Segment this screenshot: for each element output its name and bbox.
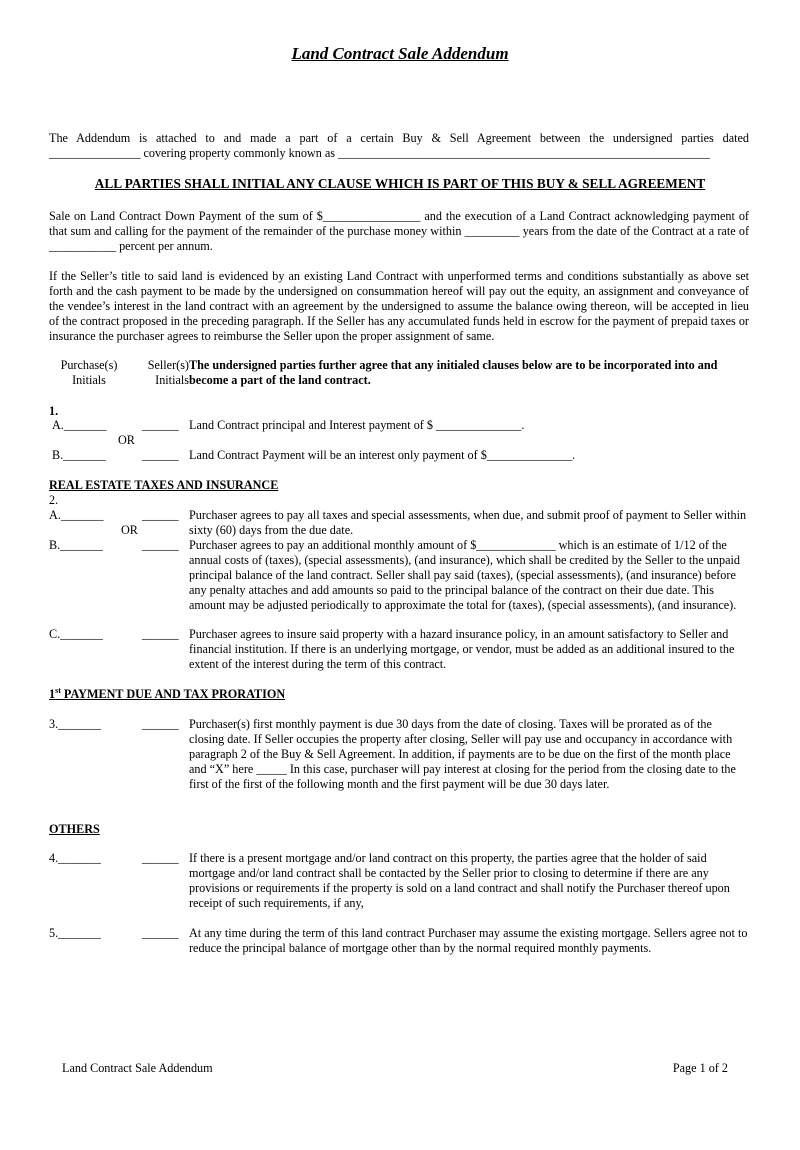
clause-text: At any time during the term of this land contract Purchaser may assume the existing mortgage. Sellers agree not to reduce the principal balance of mortgage other than by the normal required monthly payments. — [189, 926, 748, 955]
others-heading: OTHERS — [49, 822, 100, 836]
purchaser-initials-label — [49, 358, 129, 388]
section-1-number: 1. — [49, 404, 59, 418]
or-label: OR — [121, 523, 138, 537]
purchaser-initial-field[interactable]: 4._______ — [49, 851, 101, 865]
seller-initials-label — [137, 358, 189, 388]
seller-initials-label-line2: Initials — [155, 373, 189, 387]
purchaser-initial-field[interactable]: B._______ — [52, 448, 106, 462]
purchaser-initial-field[interactable]: B._______ — [49, 538, 103, 552]
clause-text: Purchaser(s) first monthly payment is due 30 days from the date of closing. Taxes will be prorated as of the closing date. If Seller occupies the property after closing, Seller will pay use and occupancy in accordance with paragraph 2 of the Buy & Sell Agreement. In addition, if payments are to be due on the first of the month place and “X” here _____ In this case, purchaser will pay interest at closing for the period from the closing date to the first of the first of the following month and the first payment will be due 30 days later. — [189, 717, 736, 791]
seller-initials-label-line1: Seller(s) — [147, 358, 189, 372]
heading-text: PAYMENT DUE AND TAX PRORATION — [60, 687, 286, 701]
intro-line-2: _______________ covering property commonly known as _____________________________________________________________ — [49, 146, 710, 160]
clause-text: Purchaser agrees to insure said property with a hazard insurance policy, in an amount satisfactory to Seller and financial institution. If there is an underlying mortgage, or vendor, must be added as an additional insured to the extent of the interest during the term of this contract. — [189, 627, 735, 671]
seller-initial-field[interactable]: ______ — [142, 508, 179, 522]
all-parties-heading: ALL PARTIES SHALL INITIAL ANY CLAUSE WHICH IS PART OF THIS BUY & SELL AGREEMENT — [94, 176, 706, 191]
heading-number: 1 — [49, 687, 56, 701]
section-2-number: 2. — [49, 493, 59, 507]
clause-text: Purchaser agrees to pay an additional monthly amount of $_____________ which is an estimate of 1/12 of the annual costs of (taxes), (special assessments), (and insurance), which shall be credited by the Seller to the unpaid principal balance of the land contract. Seller shall pay said (taxes), (special assessments), (and insurance) before any penalty attaches and add amounts so paid to the principal balance of the contract on their due date. This amount may be adjusted periodically to approximate the total for (taxes), (special assessments), (and insurance). — [189, 538, 740, 612]
seller-initial-field[interactable]: ______ — [142, 448, 179, 462]
page-number: Page 1 of 2 — [672, 1061, 728, 1075]
section-2-heading: REAL ESTATE TAXES AND INSURANCE — [49, 478, 279, 492]
seller-title-paragraph: If the Seller’s title to said land is evidenced by an existing Land Contract with unperformed terms and conditions substantially as above set forth and the cash payment to be made by the undersigned on consummation hereof will pay out the equity, an assignment and conveyance of the vendee’s interest in the land contract with an agreement by the undersigned to assume the balance owing thereon, will be accepted in lieu of the contract proposed in the preceding paragraph. If the Seller has any accumulated funds held in escrow for the payment of prepaid taxes or insurance the purchaser agrees to reimburse the Seller upon the proper assignment of same. — [49, 269, 749, 343]
seller-initial-field[interactable]: ______ — [142, 627, 179, 641]
seller-initial-field[interactable]: ______ — [142, 717, 179, 731]
sale-paragraph: Sale on Land Contract Down Payment of the sum of $________________ and the execution of a Land Contract acknowledging payment of that sum and calling for the payment of the remainder of the purchase money within _________ years from the date of the Contract at a rate of ___________ percent per annum. — [49, 209, 749, 253]
seller-initial-field[interactable]: ______ — [142, 418, 179, 432]
clause-text: If there is a present mortgage and/or land contract on this property, the parties agree that the holder of said mortgage and/or land contract shall be contacted by the Seller prior to closing to determine if there are any provisions or requirements if the property is sold on a land contract and shall notify the Purchaser thereof upon receipt of such requirements, if any, — [189, 851, 730, 910]
seller-initial-field[interactable]: ______ — [142, 538, 179, 552]
purchaser-initial-field[interactable]: 3._______ — [49, 717, 101, 731]
clause-text: Land Contract principal and Interest payment of $ ______________. — [189, 418, 525, 432]
clause-text: Purchaser agrees to pay all taxes and special assessments, when due, and submit proof of payment to Seller within sixty (60) days from the due date. — [189, 508, 747, 537]
clause-text: Land Contract Payment will be an interest only payment of $______________. — [189, 448, 576, 462]
seller-initial-field[interactable]: ______ — [142, 926, 179, 940]
purchaser-initials-label-line2: Initials — [72, 373, 106, 387]
section-3-heading — [49, 687, 285, 702]
heading-superscript: st — [55, 685, 61, 695]
purchaser-initial-field[interactable]: A._______ — [52, 418, 107, 432]
or-label: OR — [118, 433, 135, 447]
footer-title: Land Contract Sale Addendum — [62, 1061, 213, 1075]
document-title: Land Contract Sale Addendum — [291, 44, 509, 63]
seller-initial-field[interactable]: ______ — [142, 851, 179, 865]
intro-paragraph — [49, 131, 749, 161]
purchaser-initials-label-line1: Purchase(s) — [60, 358, 118, 372]
purchaser-initial-field[interactable]: 5._______ — [49, 926, 101, 940]
intro-line-1: The Addendum is attached to and made a part of a certain Buy & Sell Agreement between the undersigned parties dated — [49, 131, 749, 145]
purchaser-initial-field[interactable]: C._______ — [49, 627, 103, 641]
initials-statement: The undersigned parties further agree that any initialed clauses below are to be incorporated into and become a part of the land contract. — [189, 358, 718, 387]
purchaser-initial-field[interactable]: A._______ — [49, 508, 104, 522]
